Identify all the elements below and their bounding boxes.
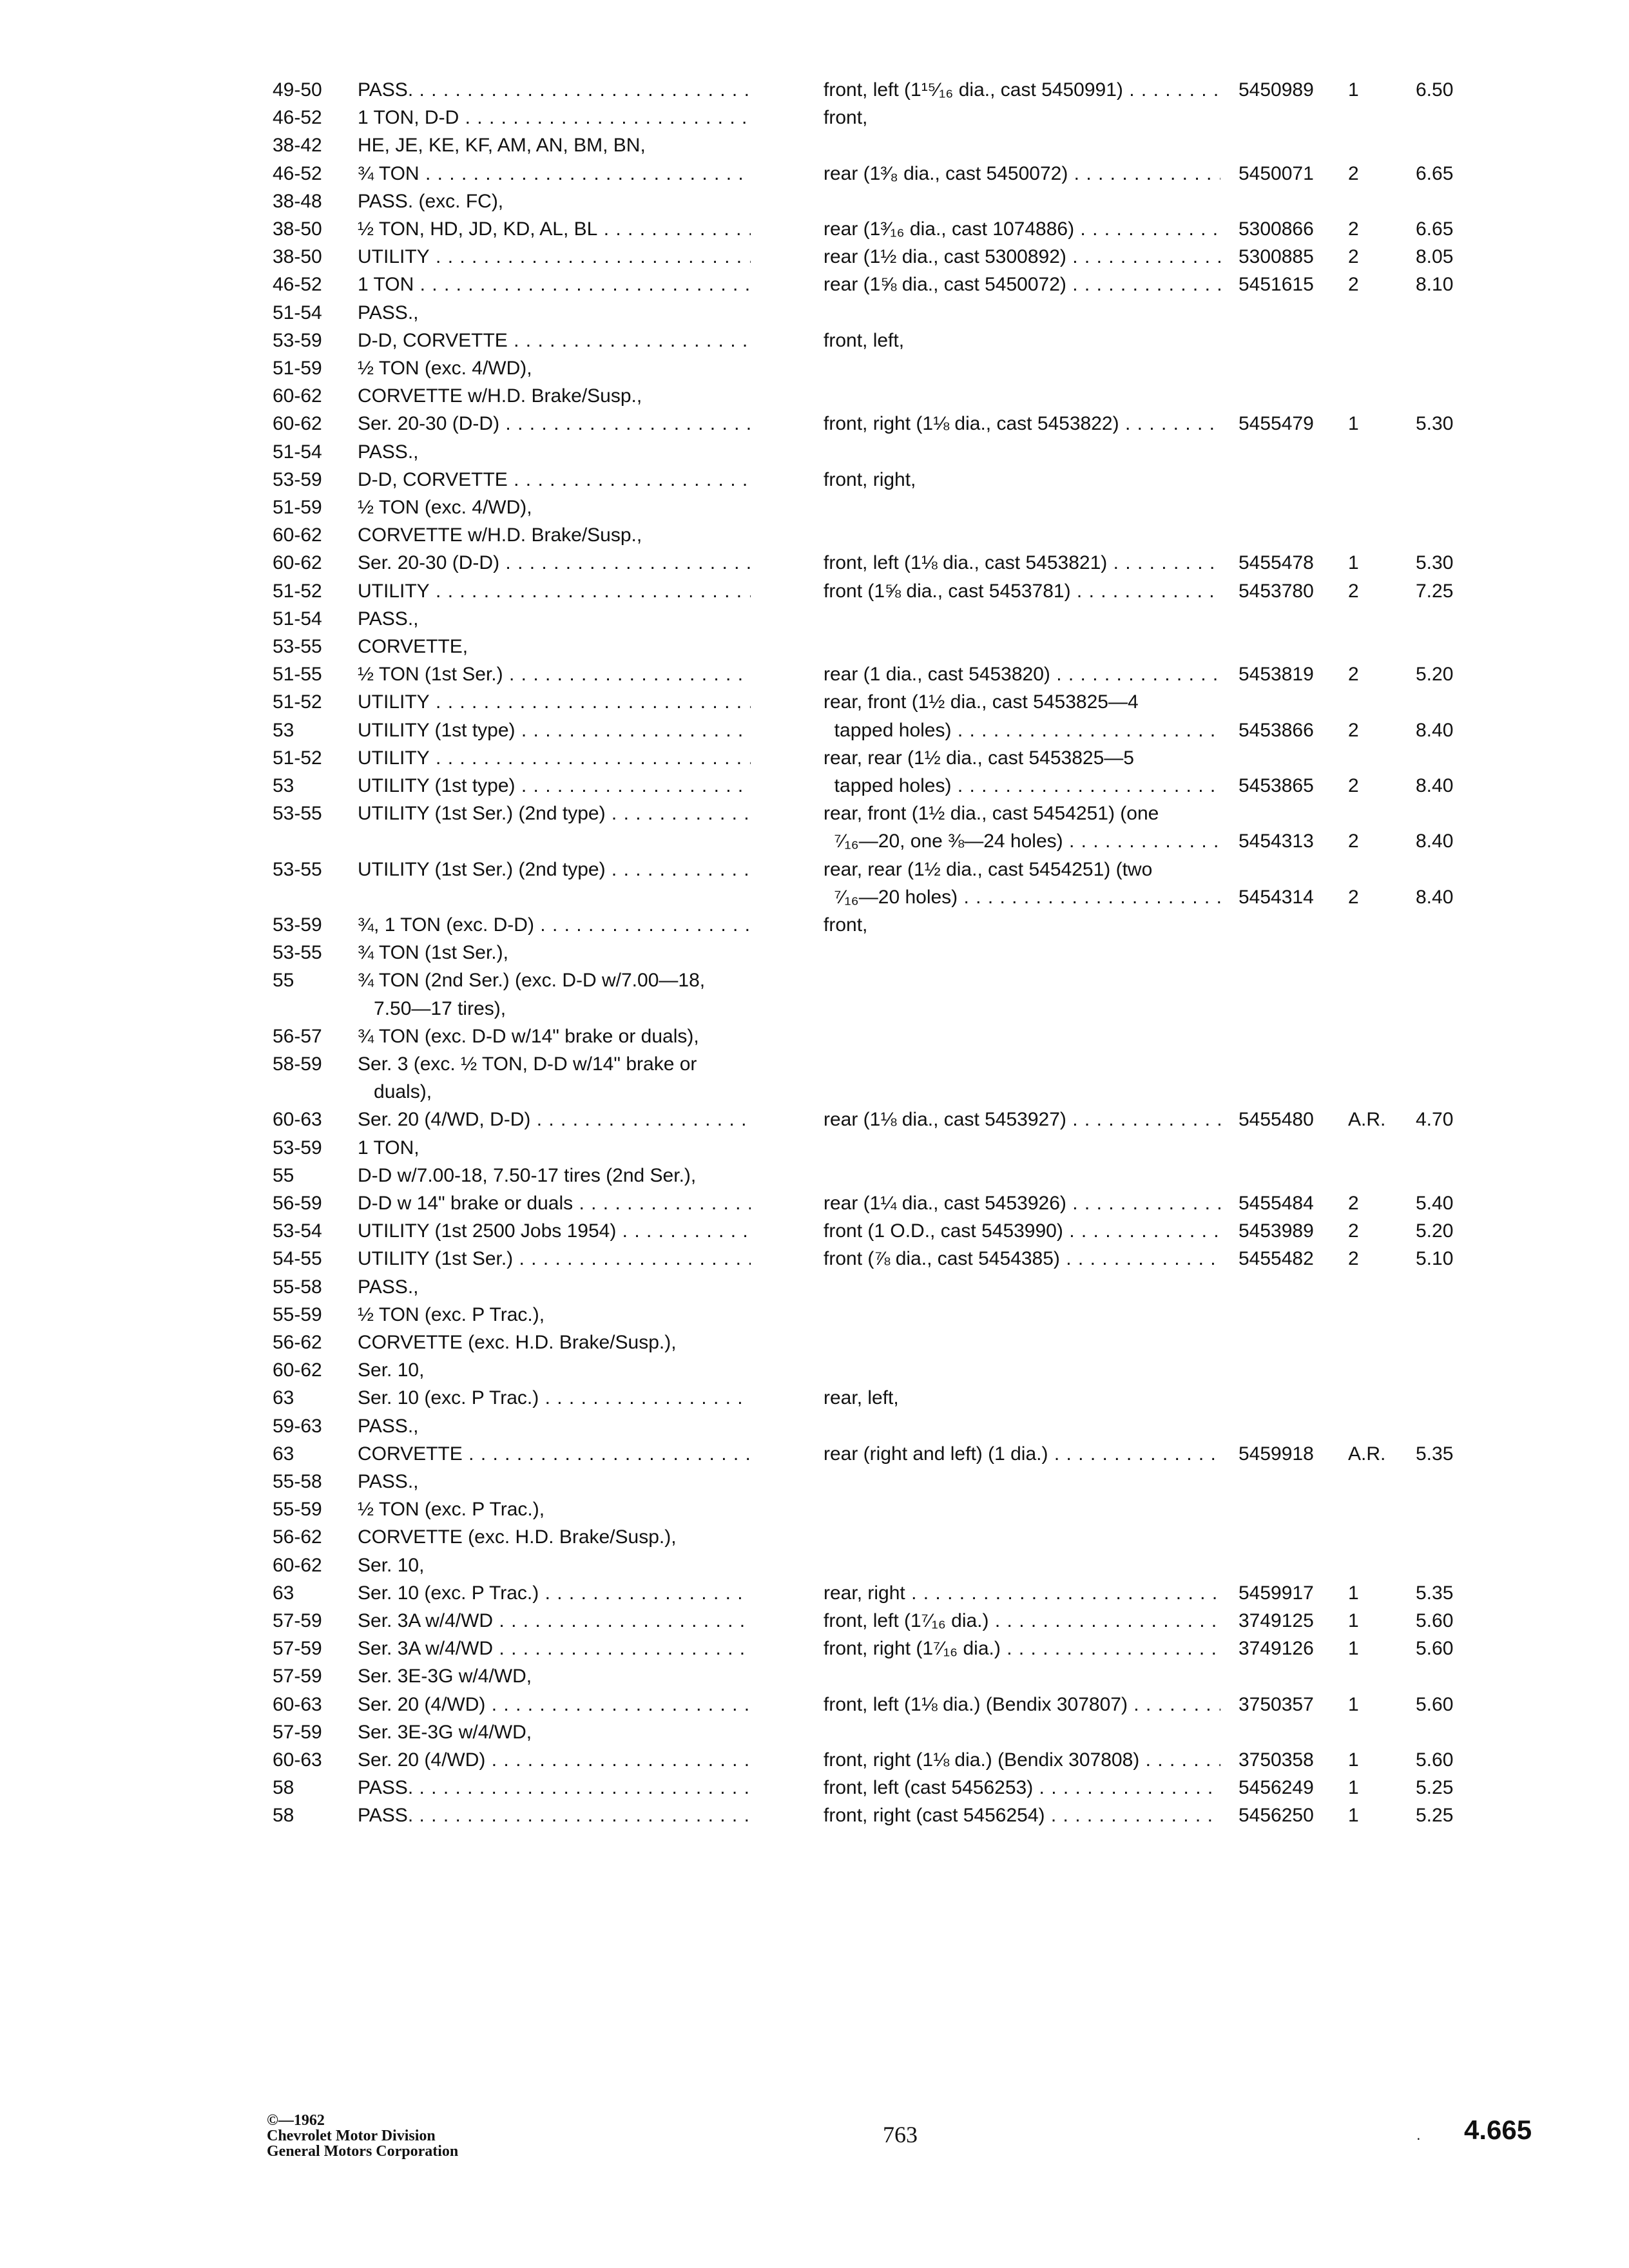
part-number: 5455478 bbox=[1239, 552, 1314, 574]
part-description: front (1 O.D., cast 5453990) . . . bbox=[824, 1217, 1220, 1245]
year-range: 53-55 bbox=[273, 803, 322, 825]
part-description: front, right (cast 5456254) . . . bbox=[824, 1802, 1220, 1830]
table-row bbox=[0, 688, 1629, 716]
quantity: 2 bbox=[1348, 886, 1359, 908]
part-number: 5450989 bbox=[1239, 79, 1314, 101]
year-range: 55 bbox=[273, 970, 294, 992]
model-description: UTILITY . . . bbox=[358, 688, 751, 716]
quantity: 2 bbox=[1348, 1248, 1359, 1270]
part-description: front, left (1⁷⁄₁₆ dia.) . . . bbox=[824, 1607, 1220, 1635]
quantity: 2 bbox=[1348, 831, 1359, 852]
table-row bbox=[0, 1802, 1629, 1830]
year-range: 53-55 bbox=[273, 942, 322, 964]
model-description: ½ TON (1st Ser.) . . . bbox=[358, 660, 751, 689]
part-number: 5459918 bbox=[1239, 1443, 1314, 1465]
table-row bbox=[0, 438, 1629, 466]
part-description: rear, left, bbox=[824, 1387, 899, 1409]
part-description: rear (1⅝ dia., cast 5450072) . . . bbox=[824, 271, 1220, 299]
model-description: duals), bbox=[358, 1081, 432, 1103]
table-row bbox=[0, 271, 1629, 299]
year-range: 51-59 bbox=[273, 497, 322, 518]
model-description: PASS., bbox=[358, 302, 419, 323]
quantity: 1 bbox=[1348, 79, 1359, 101]
year-range: 51-52 bbox=[273, 747, 322, 769]
table-row bbox=[0, 1356, 1629, 1385]
division-line: Chevrolet Motor Division bbox=[267, 2128, 436, 2144]
table-row bbox=[0, 1635, 1629, 1663]
table-row bbox=[0, 716, 1629, 745]
table-row bbox=[0, 1301, 1629, 1329]
year-range: 58 bbox=[273, 1777, 294, 1799]
list-price: 5.20 bbox=[1416, 1220, 1454, 1242]
table-row bbox=[0, 744, 1629, 773]
model-description: UTILITY . . . bbox=[358, 744, 751, 773]
list-price: 7.25 bbox=[1416, 580, 1454, 602]
year-range: 57-59 bbox=[273, 1610, 322, 1631]
part-description: ⁷⁄₁₆—20 holes) . . . bbox=[824, 883, 1220, 912]
model-description: UTILITY (1st Ser.) . . . bbox=[358, 1245, 751, 1273]
year-range: 51-54 bbox=[273, 302, 322, 323]
table-row bbox=[0, 160, 1629, 188]
part-description: tapped holes) . . . bbox=[824, 772, 1220, 800]
section-number: 4.665 bbox=[1464, 2115, 1532, 2145]
part-number: 5300885 bbox=[1239, 246, 1314, 268]
table-row bbox=[0, 131, 1629, 160]
table-row bbox=[0, 1134, 1629, 1162]
part-description: rear, right . . . bbox=[824, 1579, 1220, 1608]
part-description: rear, rear (1½ dia., cast 5454251) (two bbox=[824, 858, 1153, 880]
table-row bbox=[0, 856, 1629, 884]
list-price: 8.05 bbox=[1416, 246, 1454, 268]
part-description: front, right (1⅛ dia.) (Bendix 307808) . . . bbox=[824, 1746, 1220, 1774]
year-range: 60-63 bbox=[273, 1693, 322, 1715]
part-description: front, left, bbox=[824, 329, 905, 351]
year-range: 51-59 bbox=[273, 358, 322, 379]
part-number: 3749126 bbox=[1239, 1638, 1314, 1660]
part-number: 5453819 bbox=[1239, 664, 1314, 686]
model-description: ½ TON (exc. 4/WD), bbox=[358, 358, 532, 379]
model-description: PASS. . . . bbox=[358, 76, 751, 104]
table-row bbox=[0, 410, 1629, 438]
part-number: 5453865 bbox=[1239, 775, 1314, 796]
table-row bbox=[0, 1245, 1629, 1273]
year-range: 53-54 bbox=[273, 1220, 322, 1242]
table-row bbox=[0, 966, 1629, 995]
part-number: 3750357 bbox=[1239, 1693, 1314, 1715]
table-row bbox=[0, 299, 1629, 327]
model-description: ½ TON (exc. P Trac.), bbox=[358, 1499, 545, 1521]
year-range: 60-63 bbox=[273, 1749, 322, 1771]
model-description: 1 TON, D-D . . . bbox=[358, 104, 751, 132]
list-price: 5.40 bbox=[1416, 1193, 1454, 1214]
model-description: UTILITY (1st Ser.) (2nd type) . . . bbox=[358, 800, 751, 828]
table-row bbox=[0, 772, 1629, 800]
year-range: 53 bbox=[273, 719, 294, 741]
table-row bbox=[0, 1495, 1629, 1524]
part-number: 5456250 bbox=[1239, 1805, 1314, 1827]
year-range: 54-55 bbox=[273, 1248, 322, 1270]
table-row bbox=[0, 104, 1629, 132]
part-number: 5455480 bbox=[1239, 1109, 1314, 1131]
part-description: rear (1³⁄₁₆ dia., cast 1074886) . . . bbox=[824, 215, 1220, 244]
list-price: 5.60 bbox=[1416, 1693, 1454, 1715]
year-range: 63 bbox=[273, 1582, 294, 1604]
quantity: 1 bbox=[1348, 413, 1359, 435]
quantity: 1 bbox=[1348, 1777, 1359, 1799]
list-price: 8.10 bbox=[1416, 274, 1454, 296]
table-row bbox=[0, 1217, 1629, 1245]
table-row bbox=[0, 494, 1629, 522]
model-description: Ser. 10, bbox=[358, 1554, 425, 1576]
part-description: rear (1³⁄₈ dia., cast 5450072) . . . bbox=[824, 160, 1220, 188]
list-price: 6.50 bbox=[1416, 79, 1454, 101]
quantity: 1 bbox=[1348, 1610, 1359, 1631]
model-description: ¾ TON (exc. D-D w/14" brake or duals), bbox=[358, 1025, 699, 1047]
model-description: Ser. 3 (exc. ½ TON, D-D w/14" brake or bbox=[358, 1053, 697, 1075]
model-description: PASS. . . . bbox=[358, 1802, 751, 1830]
year-range: 38-48 bbox=[273, 190, 322, 212]
list-price: 8.40 bbox=[1416, 719, 1454, 741]
year-range: 53-55 bbox=[273, 858, 322, 880]
quantity: 2 bbox=[1348, 775, 1359, 796]
model-description: PASS., bbox=[358, 1415, 419, 1437]
model-description: Ser. 10, bbox=[358, 1360, 425, 1381]
part-description: front, bbox=[824, 914, 868, 936]
model-description: Ser. 10 (exc. P Trac.) . . . bbox=[358, 1579, 751, 1608]
part-description: rear, rear (1½ dia., cast 5453825—5 bbox=[824, 747, 1134, 769]
table-row bbox=[0, 995, 1629, 1023]
table-row bbox=[0, 577, 1629, 606]
model-description: D-D, CORVETTE . . . bbox=[358, 466, 751, 494]
model-description: 7.50—17 tires), bbox=[358, 997, 506, 1019]
part-number: 3750358 bbox=[1239, 1749, 1314, 1771]
model-description: ½ TON (exc. 4/WD), bbox=[358, 497, 532, 518]
part-description: front, left (1¹⁵⁄₁₆ dia., cast 5450991) . . . bbox=[824, 76, 1220, 104]
quantity: 1 bbox=[1348, 1582, 1359, 1604]
model-description: ½ TON (exc. P Trac.), bbox=[358, 1303, 545, 1325]
part-number: 5454313 bbox=[1239, 831, 1314, 852]
quantity: 2 bbox=[1348, 1193, 1359, 1214]
model-description: UTILITY (1st Ser.) (2nd type) . . . bbox=[358, 856, 751, 884]
model-description: Ser. 20-30 (D-D) . . . bbox=[358, 410, 751, 438]
table-row bbox=[0, 1607, 1629, 1635]
year-range: 55-58 bbox=[273, 1276, 322, 1298]
year-range: 55 bbox=[273, 1164, 294, 1186]
year-range: 56-59 bbox=[273, 1193, 322, 1214]
part-description: rear (right and left) (1 dia.) . . . bbox=[824, 1440, 1220, 1468]
corporation-line: General Motors Corporation bbox=[267, 2143, 459, 2160]
part-description: front (1⅝ dia., cast 5453781) . . . bbox=[824, 577, 1220, 606]
part-number: 5453866 bbox=[1239, 719, 1314, 741]
model-description: PASS., bbox=[358, 608, 419, 629]
list-price: 5.30 bbox=[1416, 413, 1454, 435]
table-row bbox=[0, 827, 1629, 856]
year-range: 53-59 bbox=[273, 468, 322, 490]
table-row bbox=[0, 939, 1629, 967]
table-row bbox=[0, 354, 1629, 383]
year-range: 60-62 bbox=[273, 1360, 322, 1381]
model-description: PASS., bbox=[358, 1276, 419, 1298]
model-description: CORVETTE . . . bbox=[358, 1440, 751, 1468]
table-row bbox=[0, 1106, 1629, 1134]
model-description: Ser. 20 (4/WD, D-D) . . . bbox=[358, 1106, 751, 1134]
model-description: ¾ TON (1st Ser.), bbox=[358, 942, 508, 964]
model-description: ¾, 1 TON (exc. D-D) . . . bbox=[358, 911, 751, 939]
quantity: 2 bbox=[1348, 162, 1359, 184]
table-row bbox=[0, 605, 1629, 633]
year-range: 38-50 bbox=[273, 218, 322, 240]
year-range: 57-59 bbox=[273, 1721, 322, 1743]
year-range: 51-55 bbox=[273, 664, 322, 686]
year-range: 38-50 bbox=[273, 246, 322, 268]
quantity: 1 bbox=[1348, 552, 1359, 574]
quantity: 1 bbox=[1348, 1805, 1359, 1827]
part-description: front, left (cast 5456253) . . . bbox=[824, 1774, 1220, 1802]
year-range: 63 bbox=[273, 1443, 294, 1465]
list-price: 8.40 bbox=[1416, 886, 1454, 908]
part-description: front, right (1⅛ dia., cast 5453822) . . . bbox=[824, 410, 1220, 438]
quantity: 2 bbox=[1348, 274, 1359, 296]
year-range: 59-63 bbox=[273, 1415, 322, 1437]
list-price: 5.35 bbox=[1416, 1582, 1454, 1604]
model-description: 1 TON, bbox=[358, 1137, 419, 1158]
table-row bbox=[0, 883, 1629, 912]
part-number: 5300866 bbox=[1239, 218, 1314, 240]
table-row bbox=[0, 187, 1629, 216]
year-range: 60-62 bbox=[273, 524, 322, 546]
year-range: 38-42 bbox=[273, 135, 322, 157]
year-range: 63 bbox=[273, 1387, 294, 1409]
year-range: 57-59 bbox=[273, 1666, 322, 1687]
year-range: 58 bbox=[273, 1805, 294, 1827]
model-description: UTILITY (1st type) . . . bbox=[358, 772, 751, 800]
table-row bbox=[0, 1329, 1629, 1357]
model-description: Ser. 20 (4/WD) . . . bbox=[358, 1746, 751, 1774]
year-range: 49-50 bbox=[273, 79, 322, 101]
part-description: front (⅞ dia., cast 5454385) . . . bbox=[824, 1245, 1220, 1273]
table-row bbox=[0, 1523, 1629, 1552]
list-price: 5.30 bbox=[1416, 552, 1454, 574]
part-number: 5459917 bbox=[1239, 1582, 1314, 1604]
model-description: D-D, CORVETTE . . . bbox=[358, 327, 751, 355]
part-number: 5455482 bbox=[1239, 1248, 1314, 1270]
year-range: 60-62 bbox=[273, 1554, 322, 1576]
table-row bbox=[0, 1662, 1629, 1691]
part-number: 5453780 bbox=[1239, 580, 1314, 602]
year-range: 51-52 bbox=[273, 691, 322, 713]
year-range: 53 bbox=[273, 775, 294, 796]
part-description: rear (1¼ dia., cast 5453926) . . . bbox=[824, 1189, 1220, 1218]
model-description: CORVETTE, bbox=[358, 636, 468, 657]
model-description: Ser. 3A w/4/WD . . . bbox=[358, 1607, 751, 1635]
table-row bbox=[0, 521, 1629, 550]
table-row bbox=[0, 1412, 1629, 1441]
table-row bbox=[0, 1552, 1629, 1580]
table-row bbox=[0, 327, 1629, 355]
table-row bbox=[0, 911, 1629, 939]
model-description: PASS. (exc. FC), bbox=[358, 190, 504, 212]
table-row bbox=[0, 243, 1629, 271]
list-price: 6.65 bbox=[1416, 218, 1454, 240]
model-description: CORVETTE w/H.D. Brake/Susp., bbox=[358, 385, 642, 407]
year-range: 53-55 bbox=[273, 636, 322, 657]
part-number: 3749125 bbox=[1239, 1610, 1314, 1631]
table-row bbox=[0, 215, 1629, 244]
part-number: 5454314 bbox=[1239, 886, 1314, 908]
model-description: Ser. 20 (4/WD) . . . bbox=[358, 1691, 751, 1719]
model-description: Ser. 20-30 (D-D) . . . bbox=[358, 549, 751, 577]
part-number: 5450071 bbox=[1239, 162, 1314, 184]
model-description: UTILITY (1st 2500 Jobs 1954) . . . bbox=[358, 1217, 751, 1245]
year-range: 53-59 bbox=[273, 1137, 322, 1158]
table-row bbox=[0, 76, 1629, 104]
model-description: PASS. . . . bbox=[358, 1774, 751, 1802]
year-range: 58-59 bbox=[273, 1053, 322, 1075]
list-price: 8.40 bbox=[1416, 831, 1454, 852]
model-description: UTILITY (1st type) . . . bbox=[358, 716, 751, 745]
table-row bbox=[0, 633, 1629, 661]
table-row bbox=[0, 1162, 1629, 1190]
list-price: 5.25 bbox=[1416, 1805, 1454, 1827]
model-description: CORVETTE (exc. H.D. Brake/Susp.), bbox=[358, 1332, 677, 1353]
table-row bbox=[0, 1078, 1629, 1106]
year-range: 53-59 bbox=[273, 329, 322, 351]
table-row bbox=[0, 1691, 1629, 1719]
part-description: ⁷⁄₁₆—20, one ⅜—24 holes) . . . bbox=[824, 827, 1220, 856]
list-price: 4.70 bbox=[1416, 1109, 1454, 1131]
year-range: 46-52 bbox=[273, 107, 322, 129]
model-description: Ser. 3E-3G w/4/WD, bbox=[358, 1721, 532, 1743]
year-range: 57-59 bbox=[273, 1638, 322, 1660]
year-range: 56-62 bbox=[273, 1332, 322, 1353]
table-row bbox=[0, 1384, 1629, 1412]
part-description: rear, front (1½ dia., cast 5453825—4 bbox=[824, 691, 1139, 713]
year-range: 51-54 bbox=[273, 608, 322, 629]
year-range: 55-59 bbox=[273, 1303, 322, 1325]
year-range: 60-62 bbox=[273, 413, 322, 435]
model-description: PASS., bbox=[358, 1471, 419, 1492]
table-row bbox=[0, 800, 1629, 828]
part-description: front, left (1⅛ dia.) (Bendix 307807) . . . bbox=[824, 1691, 1220, 1719]
table-row bbox=[0, 1440, 1629, 1468]
list-price: 5.20 bbox=[1416, 664, 1454, 686]
table-row bbox=[0, 1468, 1629, 1496]
model-description: ½ TON, HD, JD, KD, AL, BL . . . bbox=[358, 215, 751, 244]
list-price: 5.10 bbox=[1416, 1248, 1454, 1270]
quantity: 2 bbox=[1348, 1220, 1359, 1242]
part-number: 5453989 bbox=[1239, 1220, 1314, 1242]
table-row bbox=[0, 382, 1629, 410]
year-range: 55-58 bbox=[273, 1471, 322, 1492]
model-description: Ser. 10 (exc. P Trac.) . . . bbox=[358, 1384, 751, 1412]
part-description: rear, front (1½ dia., cast 5454251) (one bbox=[824, 803, 1159, 825]
part-description: front, right, bbox=[824, 468, 916, 490]
year-range: 51-54 bbox=[273, 441, 322, 463]
part-description: front, right (1⁷⁄₁₆ dia.) . . . bbox=[824, 1635, 1220, 1663]
table-row bbox=[0, 1189, 1629, 1218]
table-row bbox=[0, 466, 1629, 494]
part-description: tapped holes) . . . bbox=[824, 716, 1220, 745]
part-number: 5456249 bbox=[1239, 1777, 1314, 1799]
part-number: 5451615 bbox=[1239, 274, 1314, 296]
part-description: front, left (1⅛ dia., cast 5453821) . . . bbox=[824, 549, 1220, 577]
table-row bbox=[0, 1023, 1629, 1051]
quantity: 1 bbox=[1348, 1638, 1359, 1660]
model-description: CORVETTE (exc. H.D. Brake/Susp.), bbox=[358, 1526, 677, 1548]
year-range: 60-62 bbox=[273, 552, 322, 574]
copyright-line: ©—1962 bbox=[267, 2112, 325, 2129]
list-price: 5.60 bbox=[1416, 1749, 1454, 1771]
table-row bbox=[0, 660, 1629, 689]
list-price: 6.65 bbox=[1416, 162, 1454, 184]
table-row bbox=[0, 1273, 1629, 1302]
year-range: 56-62 bbox=[273, 1526, 322, 1548]
quantity: A.R. bbox=[1348, 1109, 1386, 1131]
model-description: PASS., bbox=[358, 441, 419, 463]
page-number: 763 bbox=[883, 2122, 918, 2148]
model-description: D-D w/7.00-18, 7.50-17 tires (2nd Ser.), bbox=[358, 1164, 697, 1186]
model-description: ¾ TON . . . bbox=[358, 160, 751, 188]
model-description: HE, JE, KE, KF, AM, AN, BM, BN, bbox=[358, 135, 646, 157]
year-range: 46-52 bbox=[273, 274, 322, 296]
model-description: UTILITY . . . bbox=[358, 577, 751, 606]
table-row bbox=[0, 1050, 1629, 1079]
part-number: 5455479 bbox=[1239, 413, 1314, 435]
part-description: rear (1½ dia., cast 5300892) . . . bbox=[824, 243, 1220, 271]
model-description: 1 TON . . . bbox=[358, 271, 751, 299]
year-range: 55-59 bbox=[273, 1499, 322, 1521]
list-price: 5.60 bbox=[1416, 1638, 1454, 1660]
list-price: 8.40 bbox=[1416, 775, 1454, 796]
part-description: rear (1 dia., cast 5453820) . . . bbox=[824, 660, 1220, 689]
model-description: CORVETTE w/H.D. Brake/Susp., bbox=[358, 524, 642, 546]
quantity: 2 bbox=[1348, 246, 1359, 268]
year-range: 60-62 bbox=[273, 385, 322, 407]
model-description: Ser. 3A w/4/WD . . . bbox=[358, 1635, 751, 1663]
quantity: A.R. bbox=[1348, 1443, 1386, 1465]
year-range: 56-57 bbox=[273, 1025, 322, 1047]
part-description: front, bbox=[824, 107, 868, 129]
quantity: 1 bbox=[1348, 1749, 1359, 1771]
table-row bbox=[0, 1746, 1629, 1774]
year-range: 51-52 bbox=[273, 580, 322, 602]
part-number: 5455484 bbox=[1239, 1193, 1314, 1214]
year-range: 46-52 bbox=[273, 162, 322, 184]
list-price: 5.25 bbox=[1416, 1777, 1454, 1799]
quantity: 2 bbox=[1348, 719, 1359, 741]
year-range: 53-59 bbox=[273, 914, 322, 936]
footer-mark: . bbox=[1416, 2126, 1421, 2144]
list-price: 5.35 bbox=[1416, 1443, 1454, 1465]
quantity: 2 bbox=[1348, 664, 1359, 686]
model-description: ¾ TON (2nd Ser.) (exc. D-D w/7.00—18, bbox=[358, 970, 706, 992]
table-row bbox=[0, 1579, 1629, 1608]
quantity: 1 bbox=[1348, 1693, 1359, 1715]
list-price: 5.60 bbox=[1416, 1610, 1454, 1631]
quantity: 2 bbox=[1348, 218, 1359, 240]
year-range: 60-63 bbox=[273, 1109, 322, 1131]
model-description: UTILITY . . . bbox=[358, 243, 751, 271]
table-row bbox=[0, 549, 1629, 577]
table-row bbox=[0, 1774, 1629, 1802]
quantity: 2 bbox=[1348, 580, 1359, 602]
model-description: D-D w 14" brake or duals . . . bbox=[358, 1189, 751, 1218]
table-row bbox=[0, 1718, 1629, 1747]
model-description: Ser. 3E-3G w/4/WD, bbox=[358, 1666, 532, 1687]
part-description: rear (1⅛ dia., cast 5453927) . . . bbox=[824, 1106, 1220, 1134]
